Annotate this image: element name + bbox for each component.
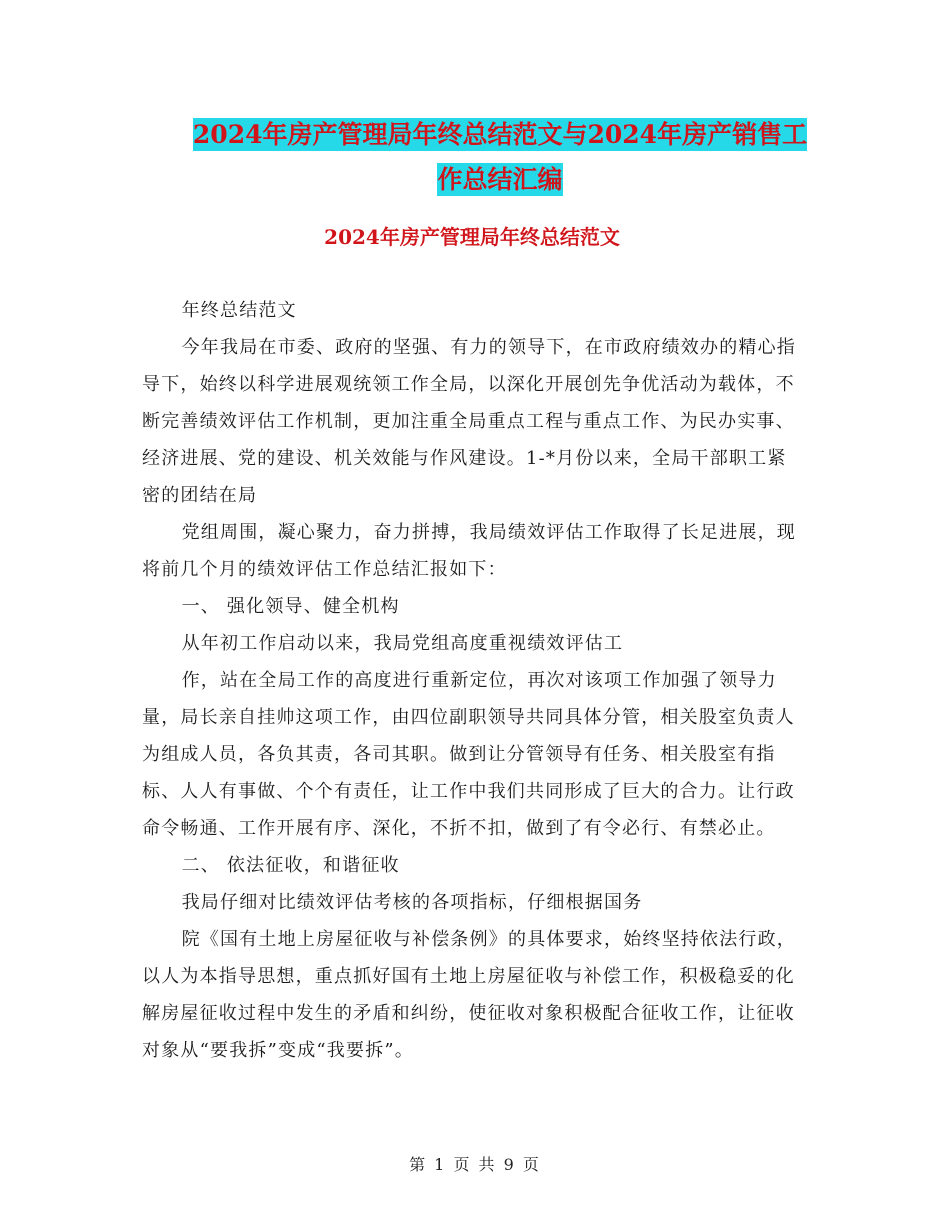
page-number-footer: 第 1 页 共 9 页	[409, 1155, 541, 1174]
document-title	[130, 112, 870, 202]
paragraph: 作，站在全局工作的高度进行重新定位，再次对该项工作加强了领导力量，局长亲自挂帅这项工作，由四位副职领导共同具体分管，相关股室负责人为组成人员，各负其责，各司其职。做到让分管领导有任务、相关股室有指标、人人有事做、个个有责任，让工作中我们共同形成了巨大的合力。让行政命令畅通、工作开展有序、深化，不折不扣，做到了有令必行、有禁必止。	[142, 670, 795, 839]
paragraph: 院《国有土地上房屋征收与补偿条例》的具体要求，始终坚持依法行政，以人为本指导思想，重点抓好国有土地上房屋征收与补偿工作，积极稳妥的化解房屋征收过程中发生的矛盾和纠纷，使征收对象积极配合征收工作，让征收对象从“要我拆”变成“我要拆”。	[142, 929, 796, 1061]
paragraph: 今年我局在市委、政府的坚强、有力的领导下，在市政府绩效办的精心指导下，始终以科学进展观统领工作全局，以深化开展创先争优活动为载体，不断完善绩效评估工作机制，更加注重全局重点工程与重点工作、为民办实事、经济进展、党的建设、机关效能与作风建设。1-*月份以来，全局干部职工紧密的团结在局	[142, 337, 796, 506]
paragraph: 一、 强化领导、健全机构	[181, 596, 400, 617]
document-title-line-1: 2024年房产管理局年终总结范文与2024年房产销售工	[192, 120, 808, 149]
paragraph: 从年初工作启动以来，我局党组高度重视绩效评估工	[181, 633, 624, 654]
paragraph: 二、 依法征收，和谐征收	[181, 855, 400, 876]
paragraph: 年终总结范文	[181, 300, 297, 321]
paragraph: 党组周围，凝心聚力，奋力拼搏，我局绩效评估工作取得了长足进展，现将前几个月的绩效评估工作总结汇报如下：	[142, 522, 796, 580]
body-text	[142, 292, 802, 1069]
section-title: 2024年房产管理局年终总结范文	[324, 225, 620, 249]
document-title-line-2: 作总结汇编	[437, 165, 563, 194]
paragraph: 我局仔细对比绩效评估考核的各项指标，仔细根据国务	[181, 892, 643, 913]
